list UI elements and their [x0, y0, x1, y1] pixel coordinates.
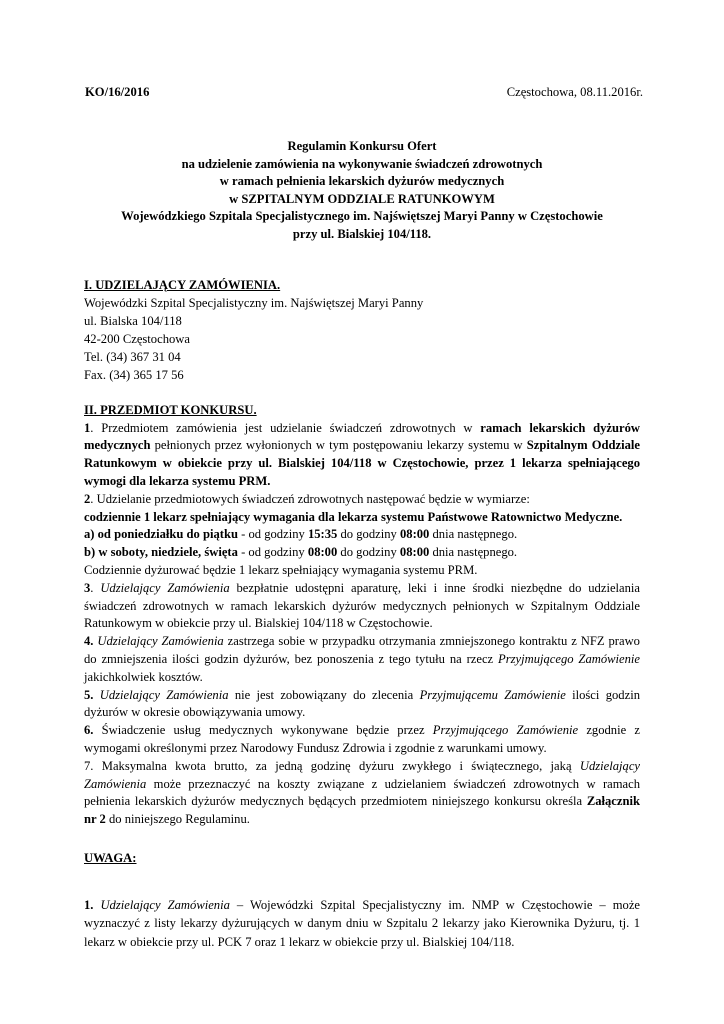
schedule-time: 08:00 — [307, 545, 338, 560]
paragraph-3 — [84, 580, 640, 633]
paragraph-text: – Wojewódzki Szpital Specjalistyczny im. NMP w Częstochowie – może wyznaczyć z listy lekarzy dyżurujących w danym dniu w Szpitalu 2 lekarzy jako Kierownika Dyżuru, tj. 1 lekarz w obiekcie przy ul. PCK 7 oraz 1 lekarz w obiekcie przy ul. Bialskiej 104/118. — [84, 897, 640, 949]
title-line: przy ul. Bialskiej 104/118. — [292, 226, 432, 241]
paragraph-number: 1 — [84, 420, 91, 435]
paragraph-bold-text: Szpitalnym Oddziale Ratunkowym w obiekcie przy ul. Bialskiej 104/118 w Częstochowie, przez 1 lekarza spełniającego wymogi dla lekarza systemu PRM. — [84, 438, 640, 488]
schedule-time: 08:00 — [399, 527, 430, 542]
schedule-text: dnia następnego. — [429, 527, 518, 542]
title-line: Regulamin Konkursu Ofert — [287, 139, 437, 153]
schedule-label: b) w soboty, niedziele, święta — [84, 545, 238, 560]
schedule-text: do godziny — [337, 527, 400, 542]
paragraph-text: ilości godzin dyżurów w okresie obowiązywania umowy. — [84, 687, 640, 720]
paragraph-text: pełnionych przez wyłonionych w tym postępowaniu lekarzy systemu w — [150, 438, 527, 453]
contact-line: ul. Bialska 104/118 — [84, 313, 182, 328]
paragraph-4 — [84, 633, 640, 686]
paragraph-bold-text: Załącznik nr 2 — [84, 794, 640, 827]
title-line: w SZPITALNYM ODDZIALE RATUNKOWYM — [229, 191, 495, 206]
schedule-text: dnia następnego. — [429, 545, 518, 560]
paragraph-7 — [84, 758, 640, 829]
paragraph-number: 1. — [84, 897, 94, 912]
paragraph-italic-text: Przyjmującego Zamówienie — [432, 723, 579, 738]
schedule-weekends — [84, 544, 640, 562]
section-2-heading: II. PRZEDMIOT KONKURSU. — [84, 402, 257, 417]
paragraph-text: nie jest zobowiązany do zlecenia — [228, 687, 420, 702]
paragraph-italic-text: Udzielający Zamówienia — [100, 580, 230, 595]
title-line: w ramach pełnienia lekarskich dyżurów medycznych — [219, 174, 505, 189]
contact-line: Tel. (34) 367 31 04 — [84, 349, 181, 364]
contact-line: Fax. (34) 365 17 56 — [84, 367, 184, 382]
paragraph-text: zgodnie z wymogami określonymi przez Narodowy Fundusz Zdrowia i zgodnie z warunkami umowy. — [84, 723, 640, 755]
schedule-label: a) od poniedziałku do piątku — [84, 527, 238, 542]
uwaga-heading: UWAGA: — [84, 850, 137, 865]
paragraph-italic-text: Udzielający Zamówienia — [93, 897, 230, 912]
paragraph-number: 3 — [84, 580, 91, 595]
paragraph-italic-text: Udzielający Zamówienia — [84, 758, 640, 791]
paragraph-text: . Przedmiotem zamówienia jest udzielanie świadczeń zdrowotnych w — [90, 420, 481, 435]
paragraph-2-bold: codziennie 1 lekarz spełniający wymagania dla lekarza systemu Państwowe Ratownictwo Medyczne. — [84, 509, 623, 524]
contact-line: 42-200 Częstochowa — [84, 331, 190, 346]
paragraph-2 — [84, 491, 640, 509]
reference-number: KO/16/2016 — [85, 85, 150, 99]
paragraph-italic-text: Przyjmującemu Zamówienie — [419, 687, 566, 702]
paragraph-italic-text: Przyjmującego Zamówienie — [498, 651, 641, 666]
paragraph-number: 2 — [84, 491, 91, 506]
paragraph-text: . — [90, 580, 101, 595]
schedule-text: - od godziny — [237, 545, 308, 560]
paragraph-6 — [84, 722, 640, 758]
paragraph-text: może przeznaczyć na koszty związane z udzielaniem świadczeń zdrowotnych w ramach pełnienia lekarskich dyżurów medycznych będących przedmiotem niniejszego konkursu określa — [84, 776, 640, 809]
schedule-time: 08:00 — [399, 545, 430, 560]
uwaga-paragraph-1 — [84, 896, 640, 952]
contact-block — [84, 295, 640, 385]
paragraph-text: 7. Maksymalna kwota brutto, za jedną godzinę dyżuru zwykłego i świątecznego, jaką — [84, 758, 580, 773]
document-title — [84, 138, 640, 244]
paragraph-5 — [84, 687, 640, 723]
paragraph-number: 6. — [84, 723, 94, 738]
paragraph-italic-text: Udzielający Zamówienia — [93, 634, 224, 649]
paragraph-number: 4. — [84, 634, 94, 649]
section-1-heading: I. UDZIELAJĄCY ZAMÓWIENIA. — [84, 277, 281, 292]
document-header — [85, 84, 643, 102]
paragraph-text: jakichkolwiek kosztów. — [84, 669, 203, 684]
place-date: Częstochowa, 08.11.2016r. — [506, 85, 643, 99]
paragraph-text: zastrzega sobie w przypadku otrzymania zmniejszonego kontraktu z NFZ prawo do zmniejszenia ilości godzin dyżurów, bez ponoszenia z tego tytułu na rzecz — [84, 634, 640, 666]
paragraph-text: . Udzielanie przedmiotowych świadczeń zdrowotnych następować będzie w wymiarze: — [90, 491, 530, 506]
paragraph-bold-text: ramach lekarskich dyżurów medycznych — [84, 420, 640, 453]
paragraph-number: 5. — [84, 687, 94, 702]
title-line: Wojewódzkiego Szpitala Specjalistycznego im. Najświętszej Maryi Panny w Częstochowie — [121, 209, 603, 224]
paragraph-text: Świadczenie usług medycznych wykonywane będzie przez — [93, 723, 433, 738]
daily-note: Codziennie dyżurować będzie 1 lekarz spełniający wymagania systemu PRM. — [84, 562, 478, 577]
schedule-time: 15:35 — [307, 527, 338, 542]
paragraph-italic-text: Udzielający Zamówienia — [93, 687, 229, 702]
paragraph-1 — [84, 420, 640, 491]
title-line: na udzielenie zamówienia na wykonywanie świadczeń zdrowotnych — [181, 156, 543, 171]
schedule-text: - od godziny — [237, 527, 308, 542]
schedule-weekdays — [84, 526, 640, 544]
paragraph-text: do niniejszego Regulaminu. — [105, 812, 250, 827]
contact-line: Wojewódzki Szpital Specjalistyczny im. Najświętszej Maryi Panny — [84, 295, 424, 310]
paragraph-text: bezpłatnie udostępni aparaturę, leki i inne środki niezbędne do udzielania świadczeń zdrowotnych w ramach lekarskich dyżurów medycznych pełnionych w Szpitalnym Oddziale Ratunkowym w obiekcie przy ul. Bialskiej 104/118 w Częstochowie. — [84, 580, 641, 631]
schedule-text: do godziny — [337, 545, 400, 560]
